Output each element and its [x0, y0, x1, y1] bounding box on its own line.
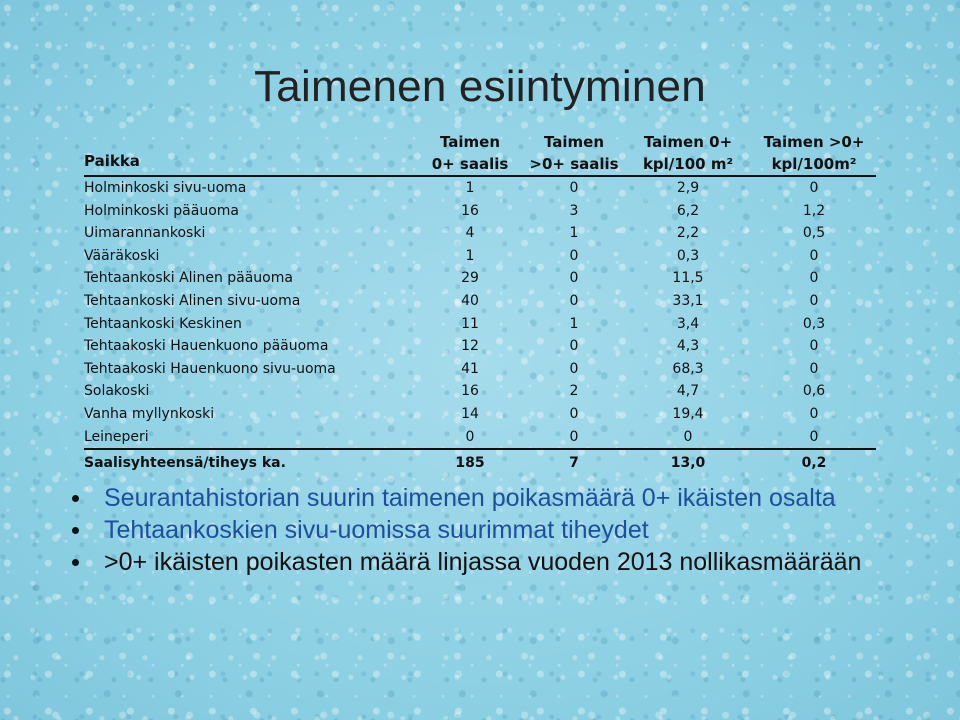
column-header-juv-density — [624, 124, 752, 176]
table-cell: 0,3 — [802, 315, 826, 332]
table-cell: Leineperi — [84, 428, 149, 445]
table-total-row — [84, 449, 876, 476]
table-row — [84, 290, 876, 313]
table-row — [84, 313, 876, 336]
table-cell: 1 — [465, 180, 475, 196]
table-cell: 0 — [809, 338, 819, 355]
table-cell: 7 — [524, 449, 624, 476]
table-cell: 0 — [809, 405, 819, 422]
catch-table — [84, 124, 876, 470]
table-cell: 14 — [461, 405, 479, 422]
table-cell: Tehtaankoski Alinen sivu-uoma — [84, 292, 301, 309]
table-row — [84, 335, 876, 358]
table-cell: 1 — [569, 315, 579, 332]
column-header-label: kpl/100m² — [771, 155, 857, 173]
column-header-place — [84, 124, 416, 176]
table-cell: 33,1 — [672, 292, 704, 309]
bullet-dot-icon — [72, 527, 79, 534]
table-cell: 0 — [809, 180, 819, 196]
slide-title: Taimenen esiintyminen — [254, 62, 706, 111]
table-cell: 0 — [569, 247, 579, 264]
table-cell: 11 — [461, 315, 479, 332]
table-row — [84, 426, 876, 450]
table-cell: 1 — [465, 247, 475, 264]
table-cell: 0 — [569, 360, 579, 377]
table-row — [84, 358, 876, 381]
table-cell: 12 — [461, 338, 479, 355]
table-cell: 4,3 — [676, 338, 700, 355]
bullet-text: >0+ ikäisten poikasten määrä linjassa vuoden 2013 nollikasmäärään — [104, 548, 862, 576]
table-header-row — [84, 124, 876, 176]
table-cell: 0 — [809, 428, 819, 445]
table-row — [84, 176, 876, 200]
table-cell: Tehtaakoski Hauenkuono sivu-uoma — [84, 360, 336, 377]
bullet-dot-icon — [72, 495, 79, 502]
column-header-label: 0+ saalis — [431, 155, 509, 173]
column-header-older-catch — [524, 124, 624, 176]
table-cell: Uimarannankoski — [84, 225, 206, 242]
table-cell: Tehtaankoski Keskinen — [84, 315, 242, 332]
column-header-older-density — [752, 124, 876, 176]
table-cell: Saalisyhteensä/tiheys ka. — [84, 449, 416, 476]
table-cell: 1,2 — [802, 202, 826, 219]
column-header-label: Taimen — [543, 133, 605, 151]
table-cell: Tehtaankoski Alinen pääuoma — [84, 270, 293, 287]
table-cell: 1 — [569, 225, 579, 242]
column-header-label: Paikka — [84, 152, 140, 170]
table-cell: 0 — [569, 428, 579, 445]
table-cell: 0 — [569, 270, 579, 287]
bullet-list — [70, 484, 930, 580]
bullet-item — [70, 516, 930, 544]
table-cell: 19,4 — [672, 405, 704, 422]
bullet-item — [70, 548, 930, 576]
table-cell: 0,2 — [752, 449, 876, 476]
bullet-dot-icon — [72, 559, 79, 566]
column-header-label: Taimen >0+ — [763, 133, 865, 151]
table-row — [84, 222, 876, 245]
table-row — [84, 267, 876, 290]
table-cell: 0 — [465, 428, 475, 445]
table-cell: 40 — [461, 292, 479, 309]
table-cell: 3,4 — [676, 315, 700, 332]
table-cell: 2 — [569, 383, 579, 400]
table-cell: 16 — [461, 202, 479, 219]
table-cell: 0 — [809, 270, 819, 287]
bullet-text: Seurantahistorian suurin taimenen poikasmäärä 0+ ikäisten osalta — [104, 484, 836, 512]
table-cell: 13,0 — [624, 449, 752, 476]
table-cell: 0 — [809, 247, 819, 264]
table-cell: 16 — [461, 383, 479, 400]
table-cell: Holminkoski pääuoma — [84, 202, 239, 219]
column-header-label: kpl/100 m² — [642, 155, 734, 173]
table-cell: 0 — [683, 428, 693, 445]
bullet-text: Tehtaankoskien sivu-uomissa suurimmat tiheydet — [104, 516, 649, 544]
table-row — [84, 245, 876, 268]
table-body — [84, 176, 876, 449]
table-cell: 11,5 — [672, 270, 704, 287]
table-cell: 0 — [569, 292, 579, 309]
table-cell: 0 — [809, 360, 819, 377]
column-header-label: Taimen — [439, 133, 501, 151]
table-cell: 0 — [809, 292, 819, 309]
table-row — [84, 380, 876, 403]
bullet-item — [70, 484, 930, 512]
table-cell: 0,3 — [676, 247, 700, 264]
table-cell: 3 — [569, 202, 579, 219]
table-cell: 41 — [461, 360, 479, 377]
table-cell: 0 — [569, 405, 579, 422]
table-row — [84, 403, 876, 426]
table-cell: 6,2 — [676, 202, 700, 219]
table-cell: 29 — [461, 270, 479, 287]
table-cell: 68,3 — [672, 360, 704, 377]
data-table — [84, 124, 876, 476]
table-cell: Solakoski — [84, 383, 150, 400]
column-header-juv-catch — [416, 124, 524, 176]
table-cell: 185 — [416, 449, 524, 476]
table-cell: Tehtaakoski Hauenkuono pääuoma — [84, 338, 329, 355]
table-row — [84, 200, 876, 223]
table-cell: Vanha myllynkoski — [84, 405, 215, 422]
table-cell: 0,6 — [802, 383, 826, 400]
table-cell: 4 — [465, 225, 475, 242]
table-cell: 0 — [569, 338, 579, 355]
table-cell: 2,2 — [676, 225, 700, 242]
table-cell: 0,5 — [802, 225, 826, 242]
table-cell: Vääräkoski — [84, 247, 160, 264]
table-cell: Holminkoski sivu-uoma — [84, 180, 247, 196]
table-cell: 2,9 — [676, 180, 700, 196]
column-header-label: Taimen 0+ — [643, 133, 733, 151]
table-cell: 0 — [569, 180, 579, 196]
table-cell: 4,7 — [676, 383, 700, 400]
column-header-label: >0+ saalis — [529, 155, 619, 173]
